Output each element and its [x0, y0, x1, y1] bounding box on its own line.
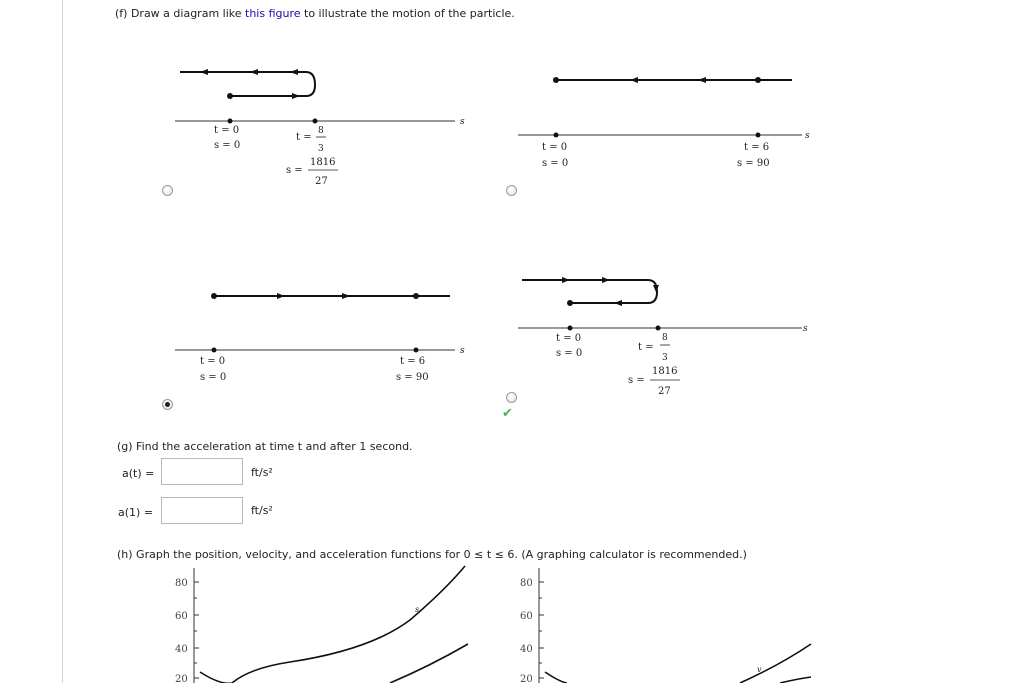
- svg-text:s = 90: s = 90: [737, 158, 770, 169]
- y-tick-80: 80: [175, 578, 188, 589]
- correct-check-icon: ✔: [502, 406, 513, 421]
- svg-text:s = 90: s = 90: [396, 372, 429, 383]
- part-g-question: (g) Find the acceleration at time t and after 1 second.: [117, 440, 413, 453]
- svg-text:s: s: [460, 346, 465, 356]
- velocity-curve: [545, 672, 567, 683]
- a-t-unit: ft/s²: [251, 466, 273, 479]
- svg-text:3: 3: [662, 353, 668, 363]
- y-tick-40: 40: [175, 644, 188, 655]
- a-1-label: a(1) =: [118, 506, 154, 519]
- svg-text:s = 0: s = 0: [200, 372, 227, 383]
- y-tick-20: 20: [520, 674, 533, 683]
- svg-text:8: 8: [662, 333, 668, 343]
- svg-text:t = 0: t = 0: [214, 125, 240, 136]
- option-a-diagram: [160, 60, 480, 190]
- svg-text:s =: s =: [628, 375, 645, 386]
- svg-text:s = 0: s = 0: [556, 348, 583, 359]
- svg-text:27: 27: [315, 176, 328, 187]
- svg-text:1816: 1816: [652, 366, 678, 377]
- lower-curve: [780, 677, 811, 683]
- velocity-curve-right: [740, 644, 811, 683]
- curve-label-v: v: [757, 665, 762, 674]
- svg-text:27: 27: [658, 386, 671, 397]
- a-t-label: a(t) =: [122, 467, 155, 480]
- graph-left: [160, 560, 480, 683]
- y-tick-80: 80: [520, 578, 533, 589]
- option-c-radio[interactable]: [162, 399, 173, 410]
- y-tick-60: 60: [175, 611, 188, 622]
- position-curve: [200, 566, 465, 683]
- this-figure-link[interactable]: this figure: [245, 7, 301, 20]
- y-tick-40: 40: [520, 644, 533, 655]
- svg-text:t = 0: t = 0: [542, 142, 568, 153]
- svg-text:s: s: [460, 117, 465, 127]
- a-1-input[interactable]: [161, 497, 243, 524]
- svg-text:s =: s =: [286, 165, 303, 176]
- part-h-question: (h) Graph the position, velocity, and acceleration functions for 0 ≤ t ≤ 6. (A graphing calculator is recommended.): [117, 548, 747, 561]
- option-a-radio[interactable]: [162, 185, 173, 196]
- graph-right: [505, 560, 825, 683]
- svg-text:t =: t =: [296, 132, 312, 143]
- svg-text:t = 0: t = 0: [200, 356, 226, 367]
- a-1-unit: ft/s²: [251, 504, 273, 517]
- y-tick-60: 60: [520, 611, 533, 622]
- svg-text:s: s: [803, 324, 808, 334]
- svg-text:t =: t =: [638, 342, 654, 353]
- y-tick-20: 20: [175, 674, 188, 683]
- svg-text:3: 3: [318, 144, 324, 154]
- svg-text:8: 8: [318, 126, 324, 136]
- left-divider: [62, 0, 63, 683]
- svg-text:t = 6: t = 6: [400, 356, 426, 367]
- option-d-radio[interactable]: [506, 392, 517, 403]
- velocity-curve: [390, 644, 468, 683]
- svg-text:t = 6: t = 6: [744, 142, 770, 153]
- svg-text:s = 0: s = 0: [542, 158, 569, 169]
- option-c-diagram: [160, 280, 480, 390]
- option-d-diagram: [510, 270, 820, 400]
- svg-text:s = 0: s = 0: [214, 140, 241, 151]
- part-f-question: (f) Draw a diagram like this figure to illustrate the motion of the particle.: [115, 7, 515, 20]
- option-b-radio[interactable]: [506, 185, 517, 196]
- svg-text:1816: 1816: [310, 157, 336, 168]
- option-b-diagram: [510, 60, 820, 180]
- svg-text:s: s: [805, 131, 810, 141]
- curve-label-s: s: [415, 605, 420, 614]
- a-t-input[interactable]: [161, 458, 243, 485]
- svg-text:t = 0: t = 0: [556, 333, 582, 344]
